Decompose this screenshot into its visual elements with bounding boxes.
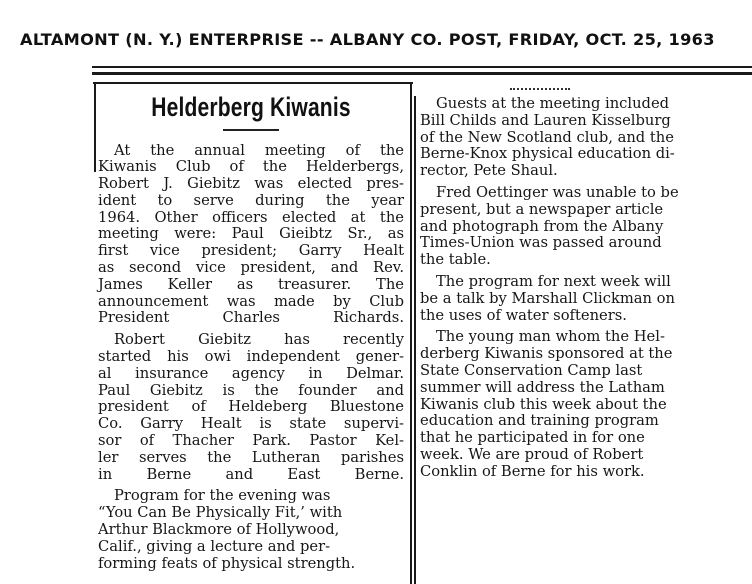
- article-left-column: [98, 92, 404, 572]
- column-divider: [410, 82, 412, 584]
- masthead-rule-bottom: [92, 72, 752, 75]
- column-divider-inner: [414, 96, 416, 584]
- article-paragraph: Robert Giebitz has recently started his owi independent gener- al insurance agency in Delmar. Paul Giebitz is the founder and president of Heldeberg Bluestone Co. Garry Healt is state supervi- sor of Thacher Park. Pastor Kel- ler serves the Lutheran parishes in Berne and East Berne.: [98, 331, 404, 483]
- headline-rule: [223, 129, 279, 131]
- article-paragraph: Program for the evening was “You Can Be Physically Fit,’ with Arthur Blackmore of Hollywood, Calif., giving a lecture and per- forming feats of physical strength.: [98, 487, 356, 572]
- article-paragraph: Fred Oettinger was unable to be present, but a newspaper article and photograph from the Albany Times-Union was passed around the table.: [420, 183, 679, 269]
- column-top-rule: [93, 82, 413, 84]
- masthead-rule-top: [92, 66, 752, 68]
- article-paragraph: The program for next week will be a talk by Marshall Clickman on the uses of water softeners.: [420, 272, 675, 324]
- article-paragraph: The young man whom the Hel- derberg Kiwanis sponsored at the State Conservation Camp last summer will address the Latham Kiwanis club this week about the education and training program that he participated in for one week. We are proud of Robert Conklin of Berne for his work.: [420, 328, 673, 480]
- article-right-column: [420, 96, 720, 481]
- right-column-top-dots: [510, 88, 570, 90]
- newspaper-masthead: ALTAMONT (N. Y.) ENTERPRISE -- ALBANY CO. POST, FRIDAY, OCT. 25, 1963: [20, 30, 715, 49]
- article-paragraph: At the annual meeting of the Kiwanis Club of the Helderbergs, Robert J. Giebitz was elected pres- ident to serve during the year 1964. Other officers elected at the meeting were: Paul Gieibtz Sr., as first vice president; Garry Healt as second vice president, and Rev. James Keller as treasurer. The announcement was made by Club President Charles Richards.: [98, 141, 404, 327]
- article-headline: Helderberg Kiwanis: [151, 92, 351, 122]
- left-border-rule: [94, 82, 96, 172]
- article-paragraph: Guests at the meeting included Bill Childs and Lauren Kisselburg of the New Scotland club, and the Berne-Knox physical education di- rector, Pete Shaul.: [420, 95, 675, 180]
